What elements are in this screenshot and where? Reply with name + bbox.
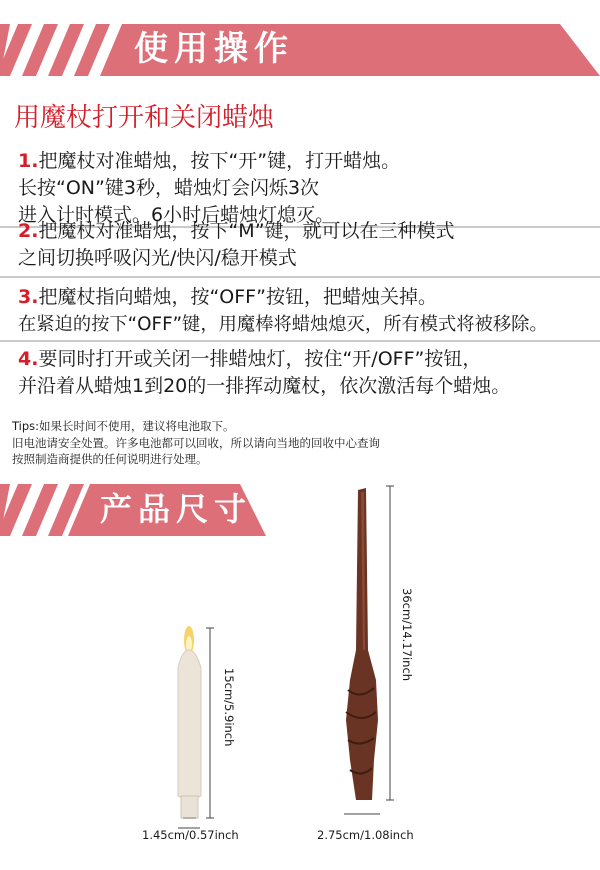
step-number: 4. <box>18 348 39 370</box>
wand-width-label: 2.75cm/1.08inch <box>317 828 414 842</box>
tips-line: 按照制造商提供的任何说明进行处理。 <box>12 452 208 466</box>
step-line: 进入计时模式。6小时后蜡烛灯熄灭。 <box>18 204 335 226</box>
banner-stripes <box>0 484 600 536</box>
divider <box>0 276 600 278</box>
candle-height-label: 15cm/5.9inch <box>222 668 236 747</box>
section-banner-usage <box>0 24 600 76</box>
divider <box>0 340 600 342</box>
step-line: 并沿着从蜡烛1到20的一排挥动魔杖，依次激活每个蜡烛。 <box>18 375 511 397</box>
banner-title: 产品尺寸 <box>100 490 253 528</box>
candle-width-label: 1.45cm/0.57inch <box>142 828 239 842</box>
step-2 <box>18 218 588 272</box>
banner-stripes <box>0 24 600 76</box>
tips-line: 旧电池请安全处置。许多电池都可以回收，所以请向当地的回收中心查询 <box>12 435 380 450</box>
section-banner-size <box>0 484 600 536</box>
wand-length-label: 36cm/14.17inch <box>400 588 414 682</box>
step-number: 2. <box>18 220 39 242</box>
step-number: 1. <box>18 150 39 172</box>
step-line: 把魔杖对准蜡烛，按下“M”键，就可以在三种模式 <box>38 220 455 242</box>
instructions-heading: 用魔杖打开和关闭蜡烛 <box>14 103 275 133</box>
dimension-lines <box>178 486 394 828</box>
step-line: 把魔杖指向蜡烛，按“OFF”按钮，把蜡烛关掉。 <box>38 286 437 308</box>
step-line: 把魔杖对准蜡烛，按下“开”键，打开蜡烛。 <box>38 150 401 172</box>
step-1 <box>18 148 588 229</box>
candle-image <box>178 626 201 818</box>
step-line: 在紧迫的按下“OFF”键，用魔棒将蜡烛熄灭，所有模式将被移除。 <box>18 314 548 335</box>
step-line: 之间切换呼吸闪光/快闪/稳开模式 <box>18 247 297 269</box>
banner-title: 使用操作 <box>134 29 294 69</box>
tips-block <box>12 418 380 468</box>
step-3 <box>18 284 588 338</box>
step-line: 长按“ON”键3秒，蜡烛灯会闪烁3次 <box>18 177 320 199</box>
step-line: 要同时打开或关闭一排蜡烛灯，按住“开/OFF”按钮， <box>38 348 482 370</box>
tips-line: Tips:如果长时间不使用，建议将电池取下。 <box>12 419 235 433</box>
step-number: 3. <box>18 286 39 308</box>
step-4 <box>18 346 588 400</box>
